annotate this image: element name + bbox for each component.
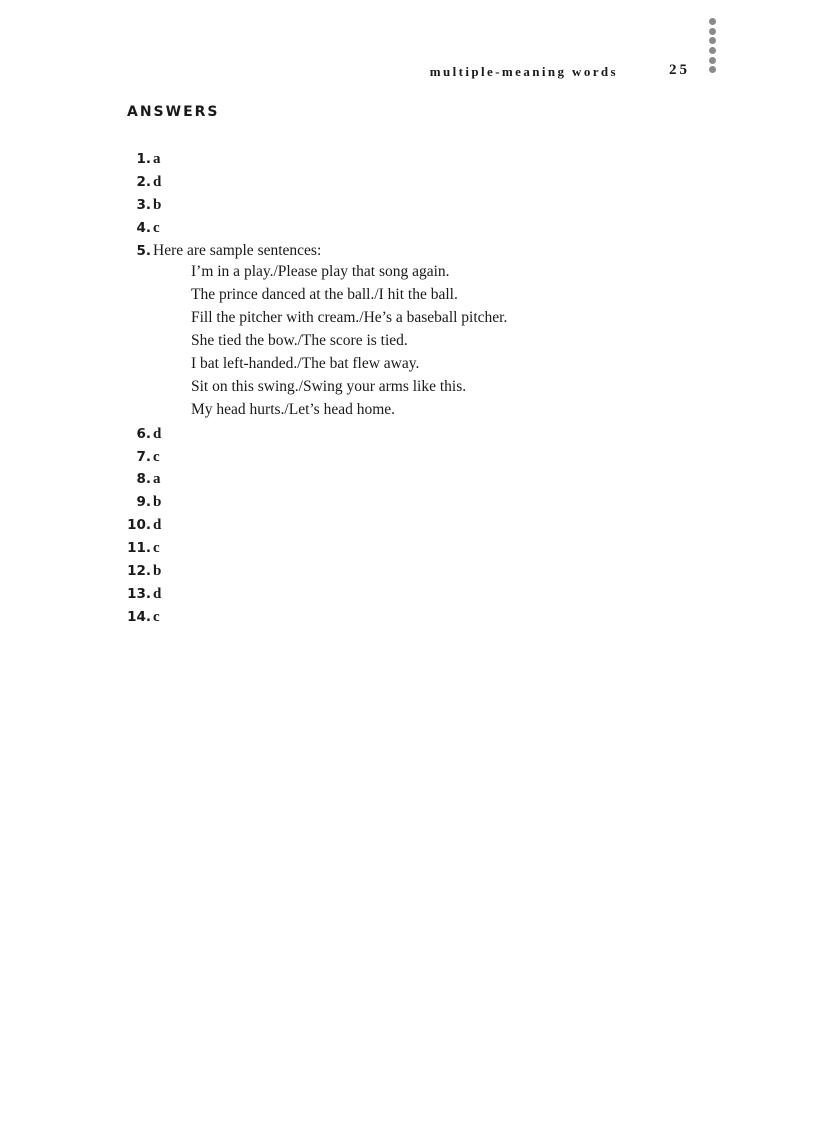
sample-sentence: My head hurts./Let’s head home.: [191, 400, 396, 418]
running-head: [300, 64, 690, 84]
answer-number: 5.: [136, 242, 151, 259]
answer-item: [127, 582, 687, 605]
answer-value: c: [153, 219, 160, 236]
answer-item: [127, 422, 687, 445]
answer-number: 1.: [136, 151, 151, 167]
page-number: 25: [669, 62, 690, 78]
answer-value: b: [153, 494, 162, 511]
answer-number: 14.: [127, 608, 151, 625]
answers-heading: ANSWERS: [127, 104, 220, 120]
answer-value: d: [153, 517, 162, 534]
answer-item: [127, 536, 687, 559]
answer-text: Here are sample sentences:: [153, 241, 322, 259]
answer-number: 4.: [136, 219, 151, 236]
answer-item: [127, 193, 687, 216]
dot-icon: [709, 18, 716, 25]
answer-item: [127, 605, 687, 628]
dot-icon: [709, 28, 716, 35]
answer-value: b: [153, 196, 162, 213]
answer-value: d: [153, 585, 162, 602]
sample-sentences: [127, 261, 687, 421]
answers-list: [127, 147, 687, 628]
answer-number: 13.: [127, 585, 151, 602]
dot-icon: [709, 47, 716, 54]
answer-number: 10.: [127, 517, 151, 534]
answer-item: [127, 513, 687, 536]
answer-number: 9.: [136, 494, 151, 511]
answer-item: [127, 147, 687, 170]
sample-sentence: The prince danced at the ball./I hit the ball.: [191, 286, 458, 304]
answer-number: 11.: [127, 540, 151, 557]
answer-item: [127, 559, 687, 582]
sample-sentence: She tied the bow./The score is tied.: [191, 332, 408, 350]
sample-sentence: I’m in a play./Please play that song again.: [191, 263, 450, 281]
answer-value: a: [153, 151, 161, 167]
answer-value: d: [153, 173, 162, 190]
answer-item: [127, 216, 687, 239]
sample-sentence: Fill the pitcher with cream./He’s a baseball pitcher.: [191, 309, 508, 327]
answer-number: 3.: [136, 196, 151, 213]
running-title: multiple-meaning words: [429, 64, 618, 79]
answer-number: 8.: [136, 471, 151, 488]
answer-item: [127, 490, 687, 513]
decorative-dots: [709, 18, 719, 76]
answer-value: d: [153, 425, 162, 442]
sample-sentence: Sit on this swing./Swing your arms like this.: [191, 377, 467, 395]
answer-value: b: [153, 563, 162, 580]
sample-sentence: I bat left-handed./The bat flew away.: [191, 355, 420, 373]
answer-value: c: [153, 608, 160, 625]
answer-number: 2.: [136, 173, 151, 190]
answer-item: [127, 239, 687, 262]
answer-value: c: [153, 540, 160, 557]
answer-item: [127, 445, 687, 468]
answer-item: [127, 467, 687, 490]
dot-icon: [709, 66, 716, 73]
dot-icon: [709, 37, 716, 44]
answer-value: a: [153, 471, 161, 488]
dot-icon: [709, 57, 716, 64]
answer-number: 12.: [127, 563, 151, 580]
answer-number: 7.: [136, 448, 151, 465]
answer-number: 6.: [136, 425, 151, 442]
answer-value: c: [153, 448, 160, 465]
answer-item: [127, 170, 687, 193]
